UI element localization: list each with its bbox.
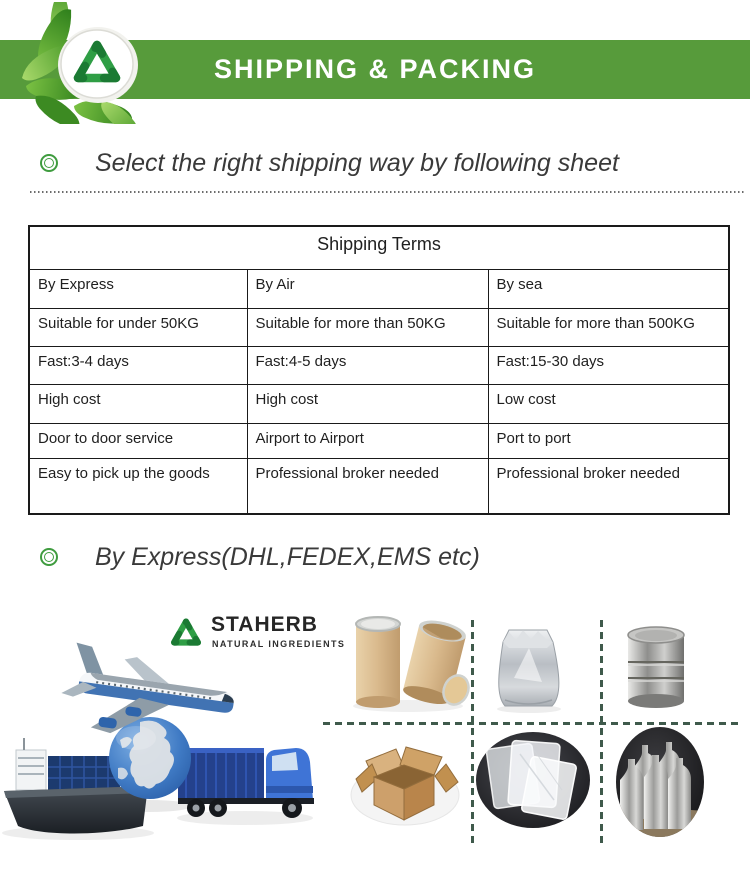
plastic-bags-photo — [474, 730, 592, 830]
aluminum-bottles-photo — [614, 725, 706, 839]
table-cell: Easy to pick up the goods — [29, 458, 247, 514]
section-heading: By Express(DHL,FEDEX,EMS etc) — [95, 543, 480, 571]
table-cell: Low cost — [488, 384, 729, 423]
table-cell: Fast:15-30 days — [488, 346, 729, 384]
aluminum-foil-bag-photo — [488, 618, 570, 714]
section-heading: Select the right shipping way by following sheet — [95, 149, 619, 177]
table-title: Shipping Terms — [29, 226, 729, 269]
brand-name: STAHERB — [211, 613, 318, 636]
table-col-header: By sea — [488, 269, 729, 308]
leaves-recycle-logo-icon — [10, 2, 150, 124]
table-cell: Suitable for more than 50KG — [247, 308, 488, 346]
section-by-express — [0, 542, 750, 576]
table-cell: Fast:3-4 days — [29, 346, 247, 384]
table-cell: High cost — [29, 384, 247, 423]
grid-divider-vertical — [600, 620, 603, 847]
globe-icon — [109, 717, 191, 799]
steel-drum-photo — [622, 622, 690, 712]
table-cell: Port to port — [488, 423, 729, 458]
fiber-drums-photo — [348, 610, 470, 714]
carton-box-photo — [348, 733, 464, 829]
table-cell: High cost — [247, 384, 488, 423]
table-cell: Suitable for more than 500KG — [488, 308, 729, 346]
section-shipping-way — [0, 148, 750, 182]
table-col-header: By Express — [29, 269, 247, 308]
shipping-terms-table — [28, 225, 730, 515]
table-col-header: By Air — [247, 269, 488, 308]
banner-title: SHIPPING & PACKING — [213, 54, 537, 84]
table-cell: Fast:4-5 days — [247, 346, 488, 384]
table-cell: Professional broker needed — [247, 458, 488, 514]
table-cell: Suitable for under 50KG — [29, 308, 247, 346]
table-cell: Door to door service — [29, 423, 247, 458]
dotted-divider — [30, 191, 746, 193]
double-circle-bullet-icon — [40, 154, 58, 172]
table-cell: Professional broker needed — [488, 458, 729, 514]
table-cell: Airport to Airport — [247, 423, 488, 458]
truck-icon — [178, 748, 314, 818]
brand-subtitle: NATURAL INGREDIENTS — [212, 639, 346, 649]
logistics-illustration — [0, 640, 335, 878]
double-circle-bullet-icon — [40, 548, 58, 566]
